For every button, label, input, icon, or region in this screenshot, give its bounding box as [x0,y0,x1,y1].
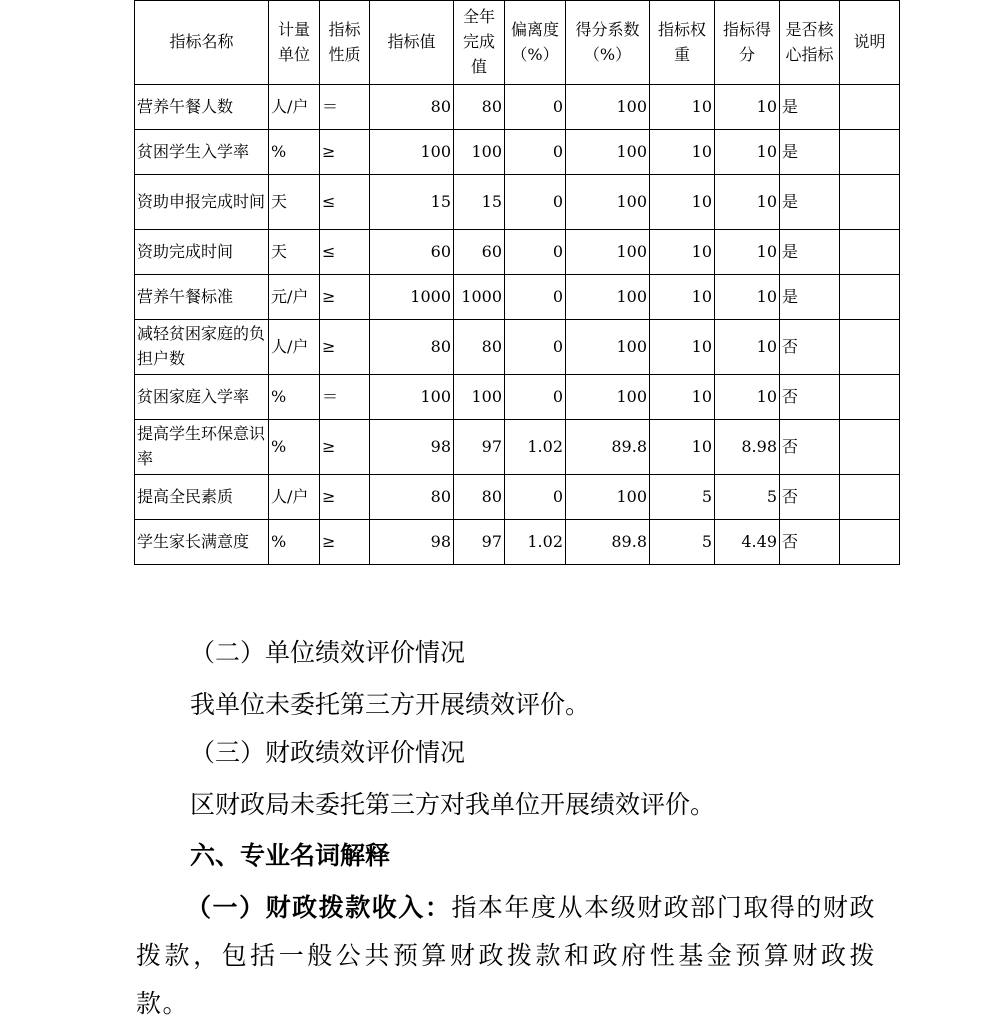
actual-value-cell: 1000 [454,275,505,320]
header-cell: 指标名称 [135,1,269,85]
deviation-cell: 0 [505,85,566,130]
header-cell: 说明 [840,1,900,85]
unit-cell: % [269,375,320,420]
deviation-cell: 0 [505,275,566,320]
deviation-cell: 1.02 [505,420,566,475]
nature-cell: ＝ [320,375,370,420]
score-cell: 10 [715,130,780,175]
target-value-cell: 80 [370,320,454,375]
note-cell [840,85,900,130]
target-value-cell: 60 [370,230,454,275]
section-3-body: 区财政局未委托第三方对我单位开展绩效评价。 [190,790,716,819]
score-coefficient-cell: 100 [566,375,650,420]
note-cell [840,375,900,420]
table-row [135,85,900,130]
weight-cell: 10 [650,130,715,175]
score-cell: 10 [715,85,780,130]
note-cell [840,520,900,565]
target-value-cell: 100 [370,130,454,175]
target-value-cell: 98 [370,420,454,475]
actual-value-cell: 80 [454,320,505,375]
deviation-cell: 0 [505,320,566,375]
score-coefficient-cell: 100 [566,130,650,175]
note-cell [840,230,900,275]
deviation-cell: 0 [505,175,566,230]
header-cell: 是否核心指标 [780,1,840,85]
target-value-cell: 1000 [370,275,454,320]
score-cell: 10 [715,375,780,420]
unit-cell: % [269,420,320,475]
note-cell [840,420,900,475]
score-cell: 10 [715,275,780,320]
weight-cell: 5 [650,475,715,520]
table-row [135,175,900,230]
weight-cell: 10 [650,230,715,275]
actual-value-cell: 97 [454,420,505,475]
header-cell: 指标值 [370,1,454,85]
term-definition-paragraph [136,884,876,1028]
deviation-cell: 1.02 [505,520,566,565]
deviation-cell: 0 [505,375,566,420]
nature-cell: ≤ [320,175,370,230]
table-row [135,420,900,475]
term-body: 指本年度从本级财政部门取得的财政拨款，包括一般公共预算财政拨款和政府性基金预算财政拨款。 [136,893,876,1018]
weight-cell: 5 [650,520,715,565]
actual-value-cell: 15 [454,175,505,230]
weight-cell: 10 [650,175,715,230]
note-cell [840,475,900,520]
unit-cell: % [269,520,320,565]
section-2-body: 我单位未委托第三方开展绩效评价。 [190,690,591,719]
nature-cell: ＝ [320,85,370,130]
actual-value-cell: 80 [454,475,505,520]
actual-value-cell: 80 [454,85,505,130]
indicator-name-cell: 资助申报完成时间 [135,175,269,230]
target-value-cell: 15 [370,175,454,230]
score-coefficient-cell: 89.8 [566,420,650,475]
table-row [135,375,900,420]
core-indicator-cell: 是 [780,175,840,230]
weight-cell: 10 [650,275,715,320]
core-indicator-cell: 否 [780,320,840,375]
section-3-heading: （三）财政绩效评价情况 [190,738,466,767]
indicator-name-cell: 贫困学生入学率 [135,130,269,175]
core-indicator-cell: 否 [780,520,840,565]
unit-cell: 人/户 [269,320,320,375]
term-label: （一）财政拨款收入： [186,893,452,922]
note-cell [840,175,900,230]
unit-cell: % [269,130,320,175]
actual-value-cell: 100 [454,130,505,175]
header-cell: 指标权重 [650,1,715,85]
header-cell: 偏离度（%） [505,1,566,85]
deviation-cell: 0 [505,130,566,175]
core-indicator-cell: 否 [780,375,840,420]
core-indicator-cell: 是 [780,130,840,175]
unit-cell: 元/户 [269,275,320,320]
score-cell: 10 [715,230,780,275]
note-cell [840,130,900,175]
core-indicator-cell: 是 [780,85,840,130]
weight-cell: 10 [650,320,715,375]
indicator-name-cell: 营养午餐标准 [135,275,269,320]
unit-cell: 天 [269,230,320,275]
target-value-cell: 80 [370,85,454,130]
target-value-cell: 80 [370,475,454,520]
score-coefficient-cell: 100 [566,230,650,275]
nature-cell: ≥ [320,130,370,175]
score-coefficient-cell: 89.8 [566,520,650,565]
deviation-cell: 0 [505,475,566,520]
target-value-cell: 100 [370,375,454,420]
header-cell: 得分系数（%） [566,1,650,85]
score-cell: 5 [715,475,780,520]
indicator-name-cell: 减轻贫困家庭的负担户数 [135,320,269,375]
score-coefficient-cell: 100 [566,85,650,130]
core-indicator-cell: 否 [780,420,840,475]
nature-cell: ≥ [320,475,370,520]
deviation-cell: 0 [505,230,566,275]
table-row [135,130,900,175]
weight-cell: 10 [650,420,715,475]
score-cell: 4.49 [715,520,780,565]
actual-value-cell: 97 [454,520,505,565]
score-coefficient-cell: 100 [566,320,650,375]
score-coefficient-cell: 100 [566,275,650,320]
performance-indicator-table [134,0,900,565]
indicator-name-cell: 资助完成时间 [135,230,269,275]
header-cell: 指标得分 [715,1,780,85]
nature-cell: ≥ [320,520,370,565]
score-cell: 10 [715,320,780,375]
actual-value-cell: 100 [454,375,505,420]
indicator-name-cell: 贫困家庭入学率 [135,375,269,420]
table-row [135,475,900,520]
table-row [135,275,900,320]
nature-cell: ≥ [320,420,370,475]
header-cell: 计量单位 [269,1,320,85]
section-2-heading: （二）单位绩效评价情况 [190,638,466,667]
table-row [135,320,900,375]
section-6-heading: 六、专业名词解释 [190,841,391,870]
unit-cell: 人/户 [269,475,320,520]
weight-cell: 10 [650,85,715,130]
core-indicator-cell: 否 [780,475,840,520]
note-cell [840,320,900,375]
table-row [135,230,900,275]
target-value-cell: 98 [370,520,454,565]
nature-cell: ≤ [320,230,370,275]
indicator-name-cell: 提高学生环保意识率 [135,420,269,475]
indicator-name-cell: 学生家长满意度 [135,520,269,565]
indicator-name-cell: 提高全民素质 [135,475,269,520]
unit-cell: 天 [269,175,320,230]
nature-cell: ≥ [320,320,370,375]
core-indicator-cell: 是 [780,275,840,320]
score-coefficient-cell: 100 [566,475,650,520]
note-cell [840,275,900,320]
header-cell: 指标性质 [320,1,370,85]
actual-value-cell: 60 [454,230,505,275]
core-indicator-cell: 是 [780,230,840,275]
unit-cell: 人/户 [269,85,320,130]
header-cell: 全年完成值 [454,1,505,85]
score-cell: 8.98 [715,420,780,475]
score-coefficient-cell: 100 [566,175,650,230]
score-cell: 10 [715,175,780,230]
weight-cell: 10 [650,375,715,420]
nature-cell: ≥ [320,275,370,320]
table-header-row [135,1,900,85]
table-row [135,520,900,565]
indicator-name-cell: 营养午餐人数 [135,85,269,130]
